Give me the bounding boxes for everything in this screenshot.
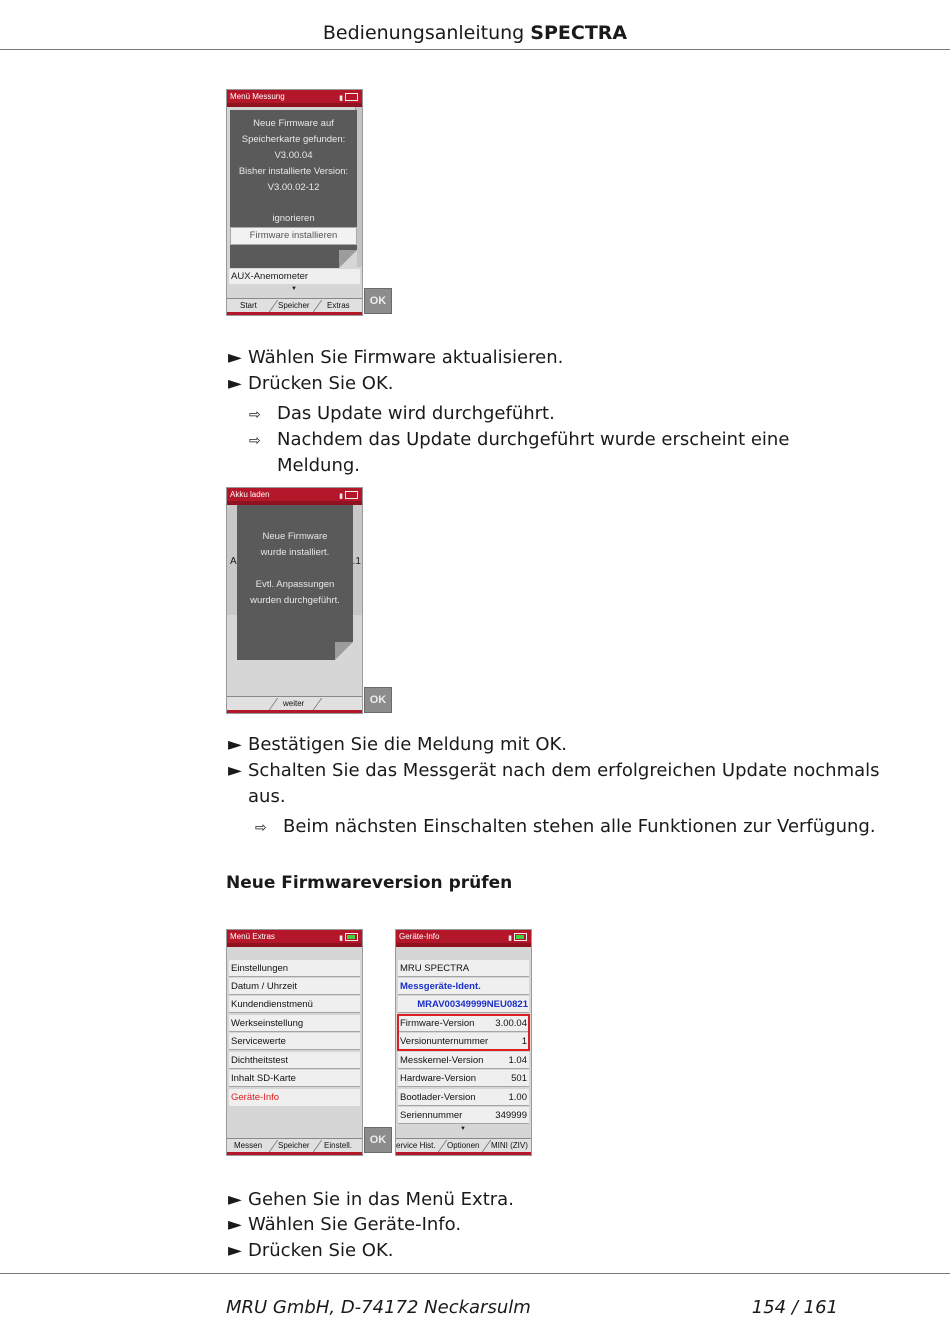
header-title: Bedienungsanleitung (322, 22, 525, 44)
menu-item-einstellungen[interactable]: Einstellungen (229, 960, 360, 977)
header-product: SPECTRA (530, 22, 628, 44)
screen-title: Geräte-Info (399, 932, 440, 941)
sd-card-icon: ▮ (339, 935, 343, 942)
footer-page-number: 154 / 161 (751, 1297, 838, 1318)
page-curl (339, 250, 357, 268)
install-firmware-option[interactable]: Firmware installieren (230, 227, 357, 245)
sd-card-icon: ▮ (339, 95, 343, 102)
softkey-service-hist[interactable]: ervice Hist. (396, 1141, 436, 1150)
device-screen-menu-messung (226, 89, 363, 316)
softkey-extras[interactable]: Extras (327, 301, 350, 310)
menu-item-datum-uhrzeit[interactable]: Datum / Uhrzeit (229, 978, 360, 995)
step-item: ► Schalten Sie das Messgerät nach dem erfolgreichen Update nochmals (228, 760, 880, 781)
background-right-char: .1 (352, 556, 361, 567)
screen-title: Akku laden (230, 490, 270, 499)
step-item: ► Bestätigen Sie die Meldung mit OK. (228, 734, 568, 755)
softkey-weiter[interactable]: weiter (283, 699, 305, 708)
result-item: ⇨ Beim nächsten Einschalten stehen alle Funktionen zur Verfügung. (255, 816, 876, 837)
dialog-line: Evtl. Anpassungen (255, 579, 335, 590)
menu-item-inhalt-sd-karte[interactable]: Inhalt SD-Karte (229, 1070, 360, 1087)
device-name: MRU SPECTRA (398, 960, 529, 977)
dialog-line: Bisher installierte Version: (238, 166, 349, 177)
softkey-bar (227, 298, 362, 315)
softkey-start[interactable]: Start (240, 301, 257, 310)
info-row-messkernel: Messkernel-Version 1.04 (398, 1052, 529, 1069)
softkey-optionen[interactable]: Optionen (447, 1141, 480, 1150)
screen-title: Menü Messung (230, 92, 285, 101)
aux-anemometer-row: AUX-Anemometer (229, 269, 360, 284)
dialog-line: wurden durchgeführt. (250, 595, 340, 606)
background-left-char: A (230, 556, 237, 567)
softkey-speicher[interactable]: Speicher (278, 1141, 310, 1150)
titlebar (396, 930, 531, 943)
info-row-hardware: Hardware-Version 501 (398, 1070, 529, 1087)
device-screen-akku-laden (226, 487, 363, 714)
result-item: ⇨ Das Update wird durchgeführt. (249, 403, 555, 424)
battery-icon (345, 93, 358, 101)
softkey-messen[interactable]: Messen (234, 1141, 263, 1150)
step-item: ► Drücken Sie OK. (228, 1240, 394, 1261)
device-screen-geraete-info (395, 929, 532, 1156)
result-item: ⇨ Nachdem das Update durchgeführt wurde erscheint eine (249, 429, 790, 450)
ident-value: MRAV00349999NEU0821 (398, 996, 529, 1013)
dialog-line: Neue Firmware (262, 531, 328, 542)
battery-icon (345, 491, 358, 499)
ok-button[interactable]: OK (364, 288, 392, 314)
menu-item-servicewerte[interactable]: Servicewerte (229, 1033, 360, 1050)
info-row-seriennummer: Seriennummer 349999 (398, 1107, 529, 1124)
screen-title: Menü Extras (230, 932, 275, 941)
firmware-highlight-box (397, 1014, 530, 1051)
info-row-versionunternummer: Versionunternummer 1 (398, 1033, 529, 1050)
page-curl (335, 642, 353, 660)
menu-item-geraete-info[interactable]: Geräte-Info (229, 1089, 360, 1106)
sd-card-icon: ▮ (508, 935, 512, 942)
firmware-installed-dialog (237, 505, 353, 660)
menu-item-kundendienstmenu[interactable]: Kundendienstmenü (229, 996, 360, 1013)
plug-icon: ▮ (339, 493, 343, 500)
dialog-line: Speicherkarte gefunden: (241, 134, 346, 145)
menu-item-dichtheitstest[interactable]: Dichtheitstest (229, 1052, 360, 1069)
step-item: ► Wählen Sie Firmware aktualisieren. (228, 347, 564, 368)
battery-icon (514, 933, 527, 941)
step-item: ► Gehen Sie in das Menü Extra. (228, 1189, 514, 1210)
titlebar (227, 930, 362, 943)
softkey-bar (396, 1138, 531, 1155)
dialog-line: wurde installiert. (260, 547, 330, 558)
info-row-bootlader: Bootlader-Version 1.00 (398, 1089, 529, 1106)
scroll-down-icon[interactable]: ▼ (291, 286, 297, 292)
firmware-dialog (230, 110, 357, 268)
dialog-line: Neue Firmware auf (253, 118, 334, 129)
step-item: ► Drücken Sie OK. (228, 373, 394, 394)
footer-divider (0, 1273, 950, 1274)
softkey-speicher[interactable]: Speicher (278, 301, 310, 310)
menu-item-werkseinstellung[interactable]: Werkseinstellung (229, 1015, 360, 1032)
titlebar (227, 488, 362, 501)
scroll-down-icon[interactable]: ▼ (460, 1126, 466, 1132)
ident-label: Messgeräte-Ident. (398, 978, 529, 995)
softkey-mini-ziv[interactable]: MINI (ZIV) (491, 1141, 528, 1150)
dialog-line (237, 561, 353, 577)
ok-button[interactable]: OK (364, 1127, 392, 1153)
dialog-line: V3.00.04 (274, 150, 313, 161)
step-item-continued: aus. (248, 786, 286, 807)
header-divider (0, 49, 950, 50)
ignore-option[interactable]: ignorieren (272, 213, 315, 224)
softkey-bar (227, 696, 362, 713)
page-header (0, 22, 950, 44)
footer-company: MRU GmbH, D-74172 Neckarsulm (226, 1297, 531, 1318)
info-row-firmware: Firmware-Version 3.00.04 (398, 1015, 529, 1032)
titlebar (227, 90, 362, 103)
dialog-line: V3.00.02-12 (267, 182, 320, 193)
softkey-einstell[interactable]: Einstell. (324, 1141, 353, 1150)
result-item-continued: Meldung. (277, 455, 360, 476)
ok-button[interactable]: OK (364, 687, 392, 713)
device-screen-menu-extras (226, 929, 363, 1156)
softkey-bar (227, 1138, 362, 1155)
step-item: ► Wählen Sie Geräte-Info. (228, 1214, 462, 1235)
section-heading: Neue Firmwareversion prüfen (226, 873, 513, 893)
battery-icon (345, 933, 358, 941)
